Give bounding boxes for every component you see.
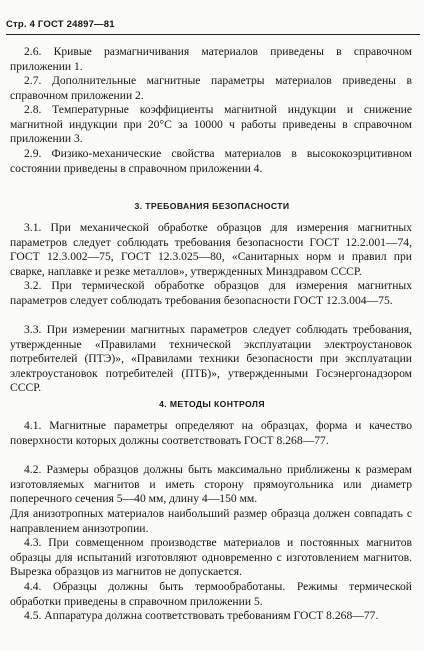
paragraph-2-8: 2.8. Температурные коэффициенты магнитной индукции и снижение магнитной индукции при 20°С за 10000 ч работы приведены в справочном приложении 3. xyxy=(10,103,412,146)
paragraph-3-2: 3.2. При термической обработке образцов для измерения магнитных параметров следует соблюдать требования безопасности ГОСТ 12.3.004—75. xyxy=(10,279,412,307)
paragraph-4-1: 4.1. Магнитные параметры определяют на образцах, форма и качество поверхности которых должны соответствовать ГОСТ 8.268—77. xyxy=(10,419,412,447)
paragraph-4-4: 4.4. Образцы должны быть термообработаны. Режимы термической обработки приведены в справочном приложении 5. xyxy=(10,580,412,608)
paragraph-4-5: 4.5. Аппаратура должна соответствовать требованиям ГОСТ 8.268—77. xyxy=(24,609,379,622)
section-4-heading: 4. МЕТОДЫ КОНТРОЛЯ xyxy=(159,399,265,409)
section-3-heading: 3. ТРЕБОВАНИЯ БЕЗОПАСНОСТИ xyxy=(134,201,290,211)
paragraph-2-6: 2.6. Кривые размагничивания материалов приведены в справочном приложении 1. xyxy=(10,45,412,73)
paragraph-3-3: 3.3. При измерении магнитных параметров следует соблюдать требования, утвержденные «Правилами технической эксплуатации электроустановок потребителей (ПТЭ)», «Правилами техники безопасности при эксплуатации электроустановок потребителей (ПТБ)», утвержденными Госэнергонадзором СССР. xyxy=(10,323,412,395)
page-header: Стр. 4 ГОСТ 24897—81 xyxy=(6,19,115,30)
paragraph-4-3: 4.3. При совмещенном производстве материалов и постоянных магнитов образцы для испытаний изготовляют одновременно с изготовлением магнитов. Вырезка образцов из магнитов не допускается. xyxy=(10,536,412,579)
paragraph-4-2: 4.2. Размеры образцов должны быть максимально приближены к размерам изготовляемых магнитов и иметь сторону прямоугольника или диаметр поперечного сечения 5—40 мм, длину 4—150 мм. xyxy=(10,463,412,506)
paragraph-2-7: 2.7. Дополнительные магнитные параметры материалов приведены в справочном приложении 2. xyxy=(10,74,412,102)
header-rule xyxy=(6,34,420,35)
paragraph-3-1: 3.1. При механической обработке образцов для измерения магнитных параметров следует соблюдать требования безопасности ГОСТ 12.2.001—74, ГОСТ 12.3.002—75, ГОСТ 12.3.025—80, «Санитарных норм и правил при сварке, наплавке и резке металлов», утвержденных Минздравом СССР. xyxy=(10,221,412,278)
paragraph-4-2-anisotropic: Для анизотропных материалов наибольший размер образца должен совпадать с направлением анизотропии. xyxy=(10,507,412,535)
paragraph-2-9: 2.9. Физико-механические свойства материалов в высококоэрцитивном состоянии приведены в справочном приложении 4. xyxy=(10,147,412,175)
